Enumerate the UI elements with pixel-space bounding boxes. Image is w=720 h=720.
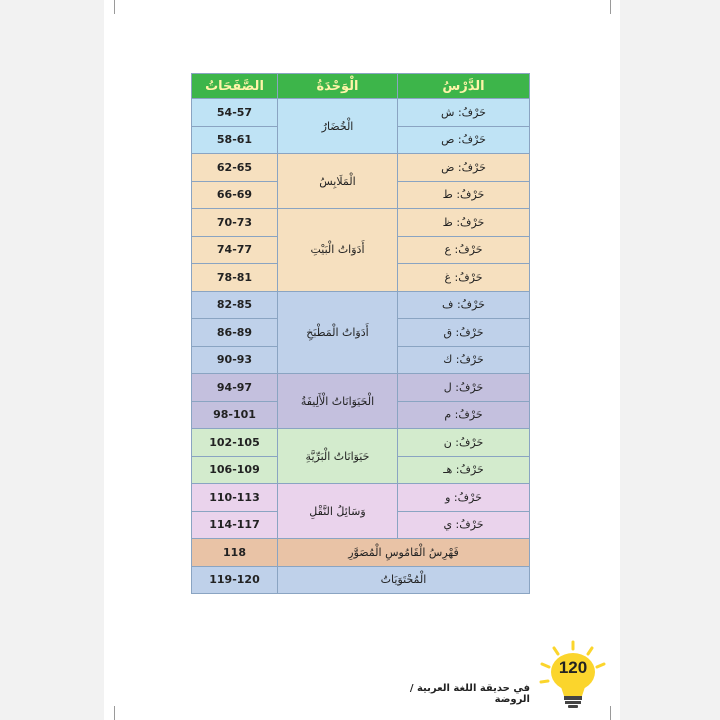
- unit-cell: حَيَوَانَاتُ الْبَرِّيَّةِ: [278, 429, 398, 484]
- contents-table: [191, 73, 530, 594]
- pages-cell: 74-77: [192, 236, 278, 264]
- header-lesson: الدَّرْسُ: [398, 74, 530, 99]
- lesson-cell: حَرْفُ: م: [398, 401, 530, 429]
- pages-cell: 90-93: [192, 346, 278, 374]
- pages-cell: 119-120: [192, 566, 278, 594]
- section-label-cell: الْمُحْتَوَيَاتُ: [278, 566, 530, 594]
- table-row: [192, 291, 530, 319]
- pages-cell: 110-113: [192, 484, 278, 512]
- pages-cell: 118: [192, 539, 278, 567]
- header-unit: الْوَحْدَةُ: [278, 74, 398, 99]
- lesson-cell: حَرْفُ: غ: [398, 264, 530, 292]
- unit-cell: وَسَائِلُ النَّقْلِ: [278, 484, 398, 539]
- pages-cell: 70-73: [192, 209, 278, 237]
- pages-cell: 114-117: [192, 511, 278, 539]
- lesson-cell: حَرْفُ: ف: [398, 291, 530, 319]
- lesson-cell: حَرْفُ: و: [398, 484, 530, 512]
- table-row: [192, 484, 530, 512]
- table-row: [192, 566, 530, 594]
- table-row: [192, 539, 530, 567]
- pages-cell: 98-101: [192, 401, 278, 429]
- table-row: [192, 429, 530, 457]
- unit-cell: أَدَوَاتُ الْمَطْبَخِ: [278, 291, 398, 374]
- lesson-cell: حَرْفُ: ي: [398, 511, 530, 539]
- crop-mark-bottom-left: [114, 706, 115, 720]
- lesson-cell: حَرْفُ: ط: [398, 181, 530, 209]
- lesson-cell: حَرْفُ: ظ: [398, 209, 530, 237]
- lesson-cell: حَرْفُ: ض: [398, 154, 530, 182]
- unit-cell: الْحَيَوَانَاتُ الْأَلِيفَةُ: [278, 374, 398, 429]
- pages-cell: 66-69: [192, 181, 278, 209]
- lesson-cell: حَرْفُ: ن: [398, 429, 530, 457]
- contents-body: [192, 99, 530, 594]
- pages-cell: 78-81: [192, 264, 278, 292]
- lesson-cell: حَرْفُ: هـ: [398, 456, 530, 484]
- lesson-cell: حَرْفُ: ع: [398, 236, 530, 264]
- table-row: [192, 154, 530, 182]
- crop-mark-top-right: [610, 0, 611, 14]
- lesson-cell: حَرْفُ: ل: [398, 374, 530, 402]
- book-title: في حديقة اللغة العربية / الروضة: [409, 683, 530, 705]
- table-row: [192, 374, 530, 402]
- lesson-cell: حَرْفُ: ك: [398, 346, 530, 374]
- unit-cell: أَدَوَاتُ الْبَيْتِ: [278, 209, 398, 292]
- unit-cell: الْخُضَارُ: [278, 99, 398, 154]
- unit-cell: الْمَلَابِسُ: [278, 154, 398, 209]
- page-number: 120: [558, 658, 588, 677]
- header-row: [192, 74, 530, 99]
- crop-mark-bottom-right: [610, 706, 611, 720]
- pages-cell: 106-109: [192, 456, 278, 484]
- table-row: [192, 99, 530, 127]
- section-label-cell: فَهْرِسُ الْقَامُوسِ الْمُصَوَّرِ: [278, 539, 530, 567]
- pages-cell: 102-105: [192, 429, 278, 457]
- pages-cell: 86-89: [192, 319, 278, 347]
- table-row: [192, 209, 530, 237]
- pages-cell: 94-97: [192, 374, 278, 402]
- pages-cell: 62-65: [192, 154, 278, 182]
- pages-cell: 58-61: [192, 126, 278, 154]
- lesson-cell: حَرْفُ: ش: [398, 99, 530, 127]
- crop-mark-top-left: [114, 0, 115, 14]
- header-pages: الصَّفَحَاتُ: [192, 74, 278, 99]
- pages-cell: 82-85: [192, 291, 278, 319]
- pages-cell: 54-57: [192, 99, 278, 127]
- lesson-cell: حَرْفُ: ص: [398, 126, 530, 154]
- lesson-cell: حَرْفُ: ق: [398, 319, 530, 347]
